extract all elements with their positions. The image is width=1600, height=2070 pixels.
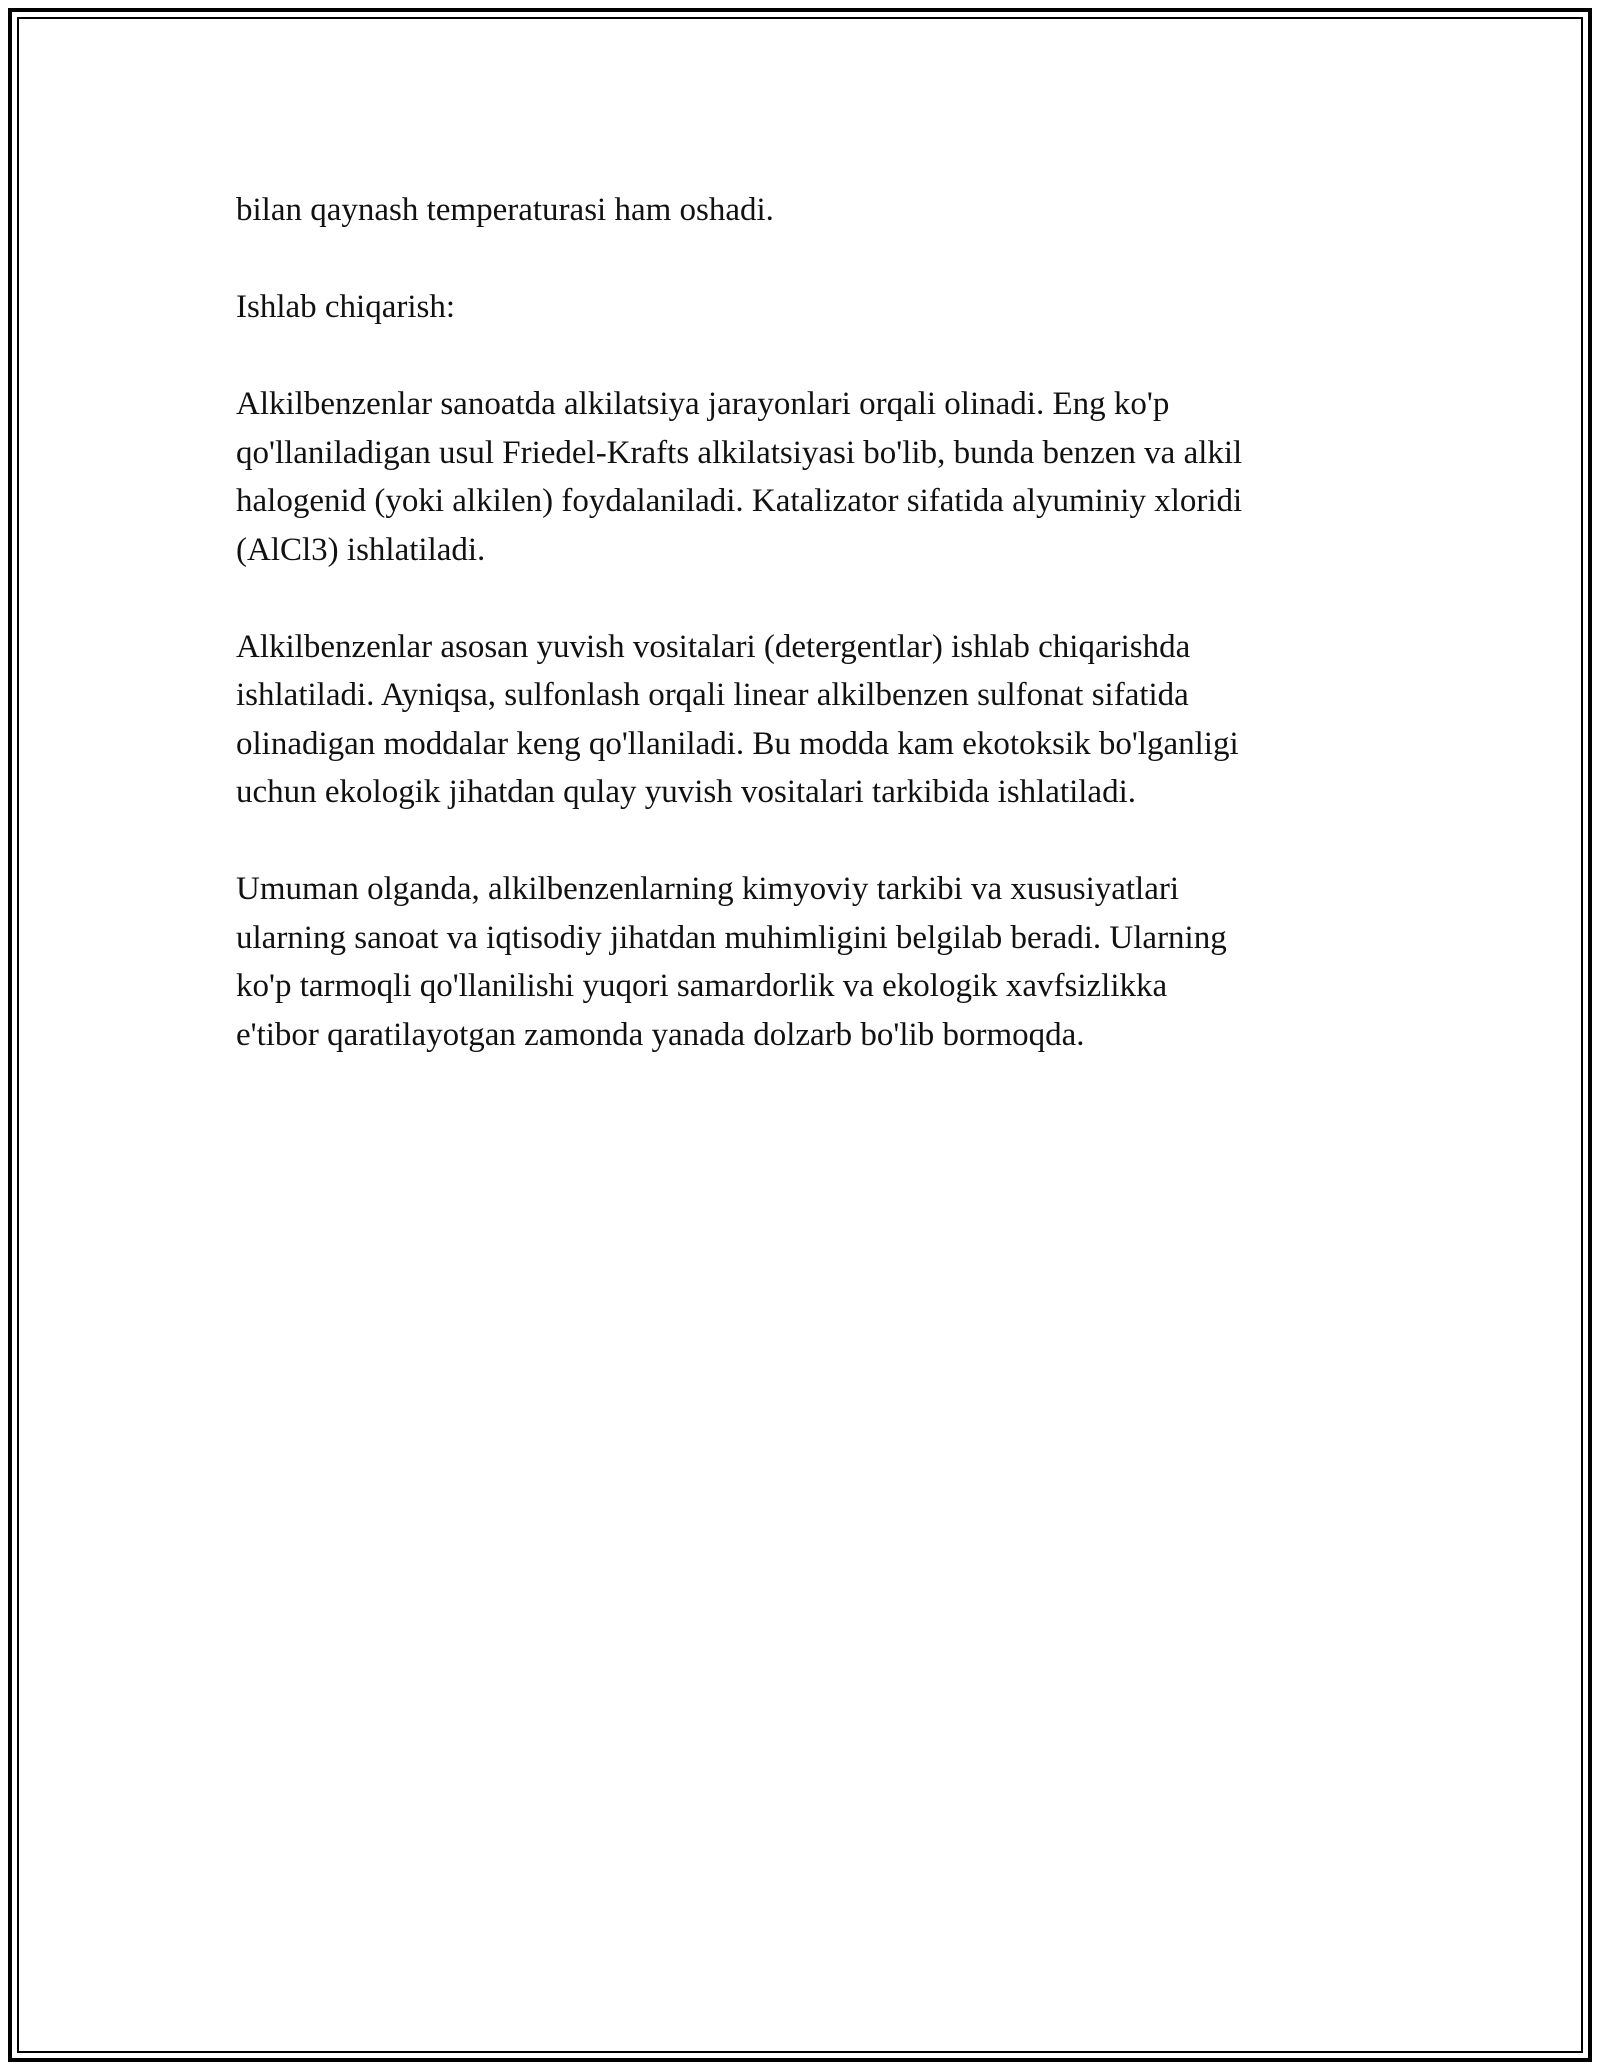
text-line: qo'llaniladigan usul Friedel-Krafts alkilatsiyasi bo'lib, bunda benzen va alkil [236,434,1243,471]
text-line: Alkilbenzenlar sanoatda alkilatsiya jarayonlari orqali olinadi. Eng ko'p [236,386,1170,422]
document-body [236,186,1386,1108]
text-line: Ishlab chiqarish: [236,289,456,325]
text-line: ko'p tarmoqli qo'llanilishi yuqori samardorlik va ekologik xavfsizlikka [236,968,1168,1004]
text-line: uchun ekologik jihatdan qulay yuvish vositalari tarkibida ishlatiladi. [236,774,1136,810]
text-line: olinadigan moddalar keng qo'llaniladi. Bu modda kam ekotoksik bo'lganligi [236,725,1239,762]
text-line: Alkilbenzenlar asosan yuvish vositalari (detergentlar) ishlab chiqarishda [236,628,1191,665]
text-line: bilan qaynash temperaturasi ham oshadi. [236,192,774,228]
paragraph [236,865,1386,1059]
section-heading [236,283,1386,332]
text-line: Umuman olganda, alkilbenzenlarning kimyoviy tarkibi va xususiyatlari [236,871,1180,907]
text-line: halogenid (yoki alkilen) foydalaniladi. Katalizator sifatida alyuminiy xloridi [236,483,1243,519]
text-line: (AlCl3) ishlatiladi. [236,531,486,568]
text-line: ularning sanoat va iqtisodiy jihatdan muhimligini belgilab beradi. Ularning [236,919,1227,956]
text-line: e'tibor qaratilayotgan zamonda yanada dolzarb bo'lib bormoqda. [236,1016,1085,1053]
paragraph [236,623,1386,817]
text-line: ishlatiladi. Ayniqsa, sulfonlash orqali linear alkilbenzen sulfonat sifatida [236,677,1189,713]
paragraph [236,380,1386,574]
paragraph [236,186,1386,235]
